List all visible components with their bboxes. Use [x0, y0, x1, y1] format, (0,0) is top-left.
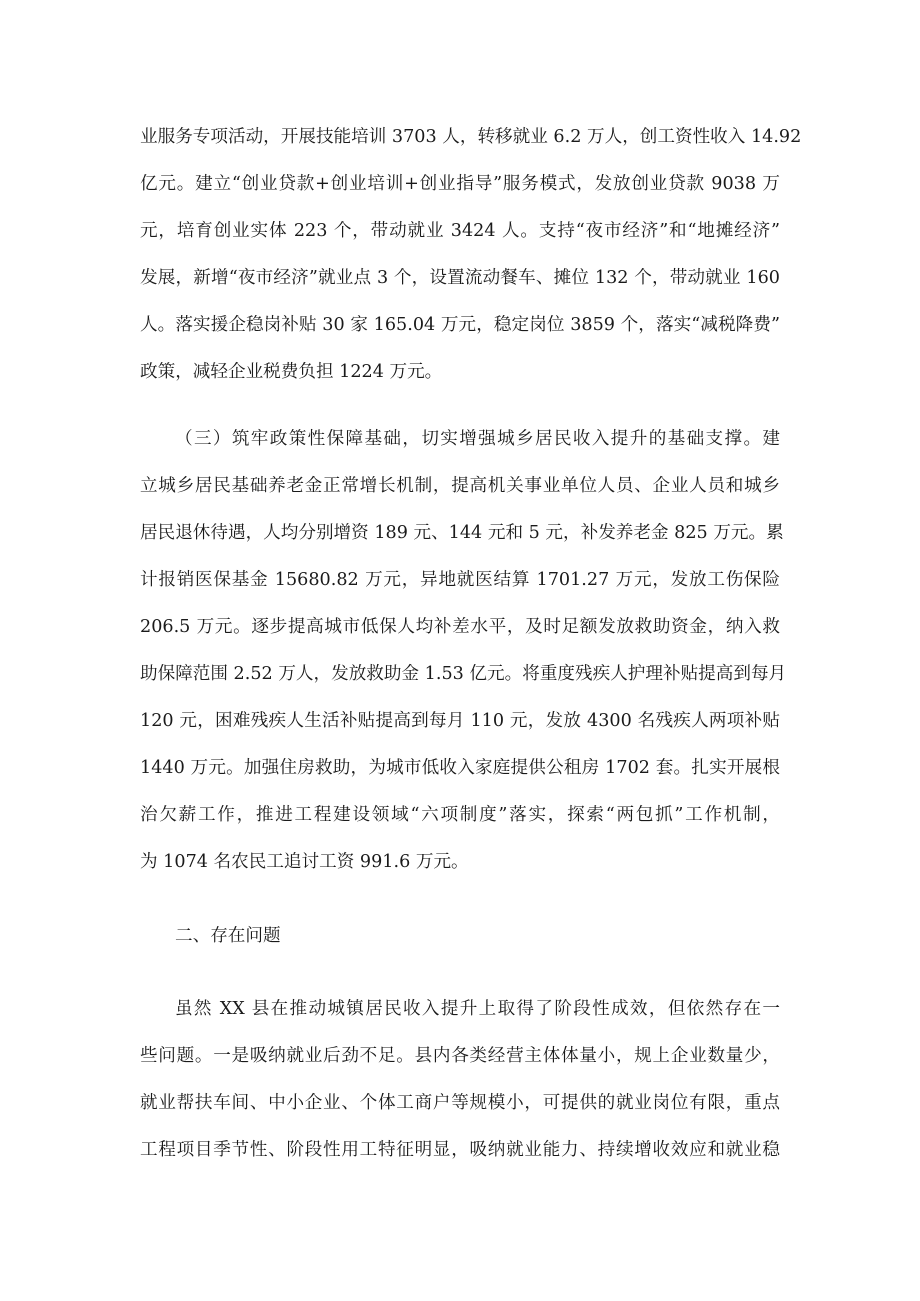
paragraph-2-line: 1440 万元。加强住房救助，为城市低收入家庭提供公租房 1702 套。扎实开展根 — [140, 758, 780, 778]
paragraph-1-line: 业服务专项活动，开展技能培训 3703 人，转移就业 6.2 万人，创工资性收入 14.92 — [140, 127, 802, 147]
paragraph-3-line: 就业帮扶车间、中小企业、个体工商户等规模小，可提供的就业岗位有限，重点 — [140, 1093, 780, 1113]
paragraph-3-line: 工程项目季节性、阶段性用工特征明显，吸纳就业能力、持续增收效应和就业稳 — [140, 1140, 780, 1160]
paragraph-1-line: 亿元。建立“创业贷款+创业培训+创业指导”服务模式，发放创业贷款 9038 万 — [140, 174, 780, 194]
paragraph-2-line: 居民退休待遇，人均分别增资 189 元、144 元和 5 元，补发养老金 825 万元。累 — [140, 523, 784, 543]
paragraph-1-line: 发展，新增“夜市经济”就业点 3 个，设置流动餐车、摊位 132 个，带动就业 160 — [140, 268, 780, 288]
paragraph-1-line: 政策，减轻企业税费负担 1224 万元。 — [140, 362, 443, 382]
paragraph-1-line: 人。落实援企稳岗补贴 30 家 165.04 万元，稳定岗位 3859 个，落实“减税降费” — [140, 315, 780, 335]
paragraph-2-line: 助保障范围 2.52 万人，发放救助金 1.53 亿元。将重度残疾人护理补贴提高到每月 — [140, 664, 787, 684]
paragraph-2-line: 为 1074 名农民工追讨工资 991.6 万元。 — [140, 852, 469, 872]
paragraph-3-line: 虽然 XX 县在推动城镇居民收入提升上取得了阶段性成效，但依然存在一 — [175, 999, 780, 1019]
section-heading: 二、存在问题 — [175, 926, 281, 946]
paragraph-3-line: 些问题。一是吸纳就业后劲不足。县内各类经营主体体量小，规上企业数量少， — [140, 1046, 780, 1066]
paragraph-2-line: 206.5 万元。逐步提高城市低保人均补差水平，及时足额发放救助资金，纳入救 — [140, 617, 780, 637]
paragraph-2-line: 治欠薪工作，推进工程建设领域“六项制度”落实，探索“两包抓”工作机制， — [140, 805, 780, 825]
paragraph-2-line: 计报销医保基金 15680.82 万元，异地就医结算 1701.27 万元，发放工伤保险 — [140, 570, 780, 590]
paragraph-2-line: （三）筑牢政策性保障基础，切实增强城乡居民收入提升的基础支撑。建 — [175, 429, 780, 449]
paragraph-1-line: 元，培育创业实体 223 个，带动就业 3424 人。支持“夜市经济”和“地摊经济” — [140, 221, 780, 241]
paragraph-2-line: 立城乡居民基础养老金正常增长机制，提高机关事业单位人员、企业人员和城乡 — [140, 476, 780, 496]
paragraph-2-line: 120 元，困难残疾人生活补贴提高到每月 110 元，发放 4300 名残疾人两项补贴 — [140, 711, 780, 731]
